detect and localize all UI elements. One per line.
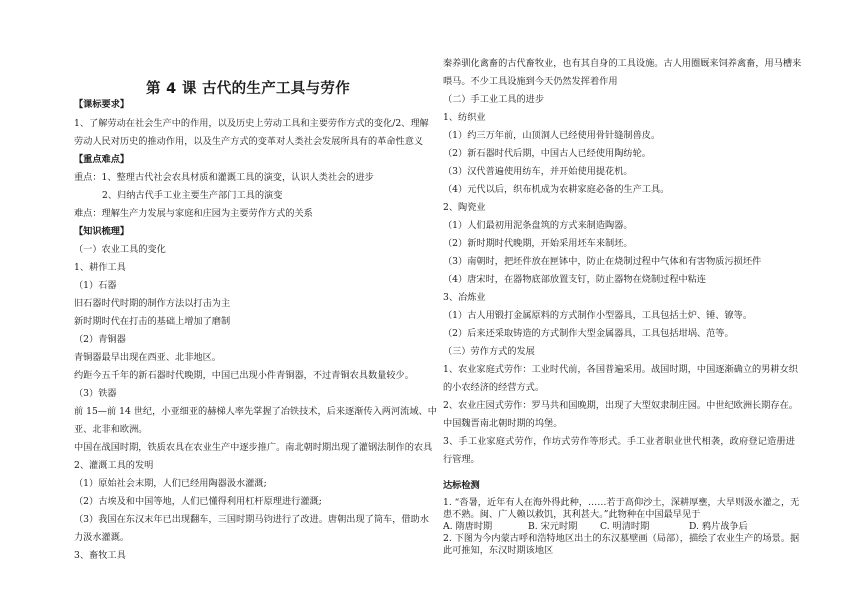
paragraph-line: 难点：理解生产力发展与家庭和庄园为主要劳作方式的关系 [74,208,313,219]
paragraph-line: 秦养驯化禽畜的古代畜牧业，也有其自身的工具设施。古人用圈厩来饲养禽畜，用马槽来 [443,58,802,69]
question-line: 2. 下图为今内蒙古呼和浩特地区出土的东汉墓壁画（局部），描绘了农业生产的场景。据 [443,533,800,544]
section-heading-requirements: 【课标要求】 [74,99,130,110]
option-b: B. 宋元时期 [528,521,578,532]
paragraph-line: （1）原始社会末期，人们已经用陶器汲水灌溉; [74,478,267,489]
paragraph-line: （2）青铜器 [74,334,126,345]
section-heading-exercises: 达标检测 [443,480,480,491]
paragraph-line: 中国魏晋南北朝时期的坞堡。 [443,418,563,429]
paragraph-line: 1、纺织业 [443,112,486,123]
paragraph-line: （三）劳作方式的发展 [443,346,535,357]
paragraph-line: 青铜器最早出现在西亚、北非地区。 [74,352,221,363]
paragraph-line: 喂马。不少工具设施到今天仍然发挥着作用 [443,76,618,87]
paragraph-line: （二）手工业工具的进步 [443,94,545,105]
paragraph-line: （2）新石器时代后期，中国古人已经使用陶纺轮。 [443,148,651,159]
paragraph-line: 重点：1、整理古代社会农具材质和灌溉工具的演变，认识人类社会的进步 [74,172,374,183]
question-line: 1. “沓暑，近年有人在海外得此种，……若于高仰沙土，深耕厚壅，大旱则汲水灌之，无 [443,497,800,508]
paragraph-line: （一）农业工具的变化 [74,244,166,255]
paragraph-line: 3、畜牧工具 [74,550,126,561]
paragraph-line: （1）约三万年前，山顶洞人已经使用骨针缝制兽皮。 [443,130,661,141]
paragraph-line: 2、灌溉工具的发明 [74,460,154,471]
paragraph-line: 2、农业庄园式劳作：罗马共和国晚期，出现了大型奴隶制庄园。中世纪欧洲长期存在。 [443,400,798,411]
paragraph-line: 约距今五千年的新石器时代晚期，中国已出现小件青铜器，不过青铜农具数量较少。 [74,370,414,381]
paragraph-line: 中国在战国时期，铁质农具在农业生产中逐步推广。南北朝时期出现了灌钢法制作的农具 [74,442,433,453]
section-heading-knowledge: 【知识梳理】 [74,226,130,237]
paragraph-line: 行管理。 [443,454,480,465]
paragraph-line: （2）古埃及和中国等地，人们已懂得利用杠杆原理进行灌溉; [74,496,322,507]
paragraph-line: （3）南朝时，把坯件放在匣钵中，防止在烧制过程中气体和有害物质污损坯件 [443,256,762,267]
paragraph-line: 前 15—前 14 世纪，小亚细亚的赫梯人率先掌握了冶铁技术，后来逐渐传入两河流域、中 [74,406,437,417]
question-line: 患不熟。闽、广人赖以救饥，其利甚大。”此物种在中国最早见于 [443,509,701,520]
paragraph-line: 亚、北非和欧洲。 [74,424,148,435]
paragraph-line: （1）石器 [74,280,117,291]
paragraph-line: 3、冶炼业 [443,292,486,303]
paragraph-line: 2、陶瓷业 [443,202,486,213]
paragraph-line: 劳动人民对历史的推动作用，以及生产方式的变革对人类社会发展所具有的革命性意义 [74,136,424,147]
paragraph-line: 1、农业家庭式劳作：工业时代前，各国普遍采用。战国时期，中国逐渐确立的男耕女织 [443,364,798,375]
paragraph-line: 1、耕作工具 [74,262,126,273]
paragraph-line: （3）汉代普遍使用纺车，并开始使用提花机。 [443,166,633,177]
paragraph-line: 的小农经济的经营方式。 [443,382,545,393]
paragraph-line: （4）唐宋时，在器物底部放置支钉，防止器物在烧制过程中粘连 [443,274,707,285]
option-a: A. 隋唐时期 [443,521,493,532]
paragraph-line: 力汲水灌溉。 [74,532,130,543]
section-heading-key-points: 【重点难点】 [74,154,130,165]
paragraph-line: 3、手工业家庭式劳作，作坊式劳作等形式。手工业者职业世代相袭，政府登记造册进 [443,436,795,447]
paragraph-line: （3）我国在东汉末年已出现翻车，三国时期马钧进行了改进。唐朝出现了筒车，借助水 [74,514,429,525]
paragraph-line: 2、归纳古代手工业主要生产部门工具的演变 [102,190,283,201]
paragraph-line: 旧石器时代时期的制作方法以打击为主 [74,298,231,309]
option-c: C. 明清时期 [600,521,650,532]
question-line: 此可推知，东汉时期该地区 [443,545,554,556]
option-d: D. 鸦片战争后 [689,521,748,532]
paragraph-line: （3）铁器 [74,388,117,399]
paragraph-line: （1）人们最初用泥条盘筑的方式来制造陶器。 [443,220,633,231]
paragraph-line: （2）后来还采取铸造的方式制作大型金属器具，工具包括坩埚、范等。 [443,328,734,339]
paragraph-line: 1、了解劳动在社会生产中的作用，以及历史上劳动工具和主要劳作方式的变化/2、理解 [74,118,429,129]
page-title: 第 4 课 古代的生产工具与劳作 [145,81,351,97]
paragraph-line: 新时期时代在打击的基础上增加了磨制 [74,316,231,327]
paragraph-line: （1）古人用锻打金属原料的方式制作小型器具，工具包括土炉、锤、镣等。 [443,310,753,321]
paragraph-line: （4）元代以后，织布机成为农耕家庭必备的生产工具。 [443,184,670,195]
paragraph-line: （2）新时期时代晚期，开始采用坯车来制坯。 [443,238,633,249]
